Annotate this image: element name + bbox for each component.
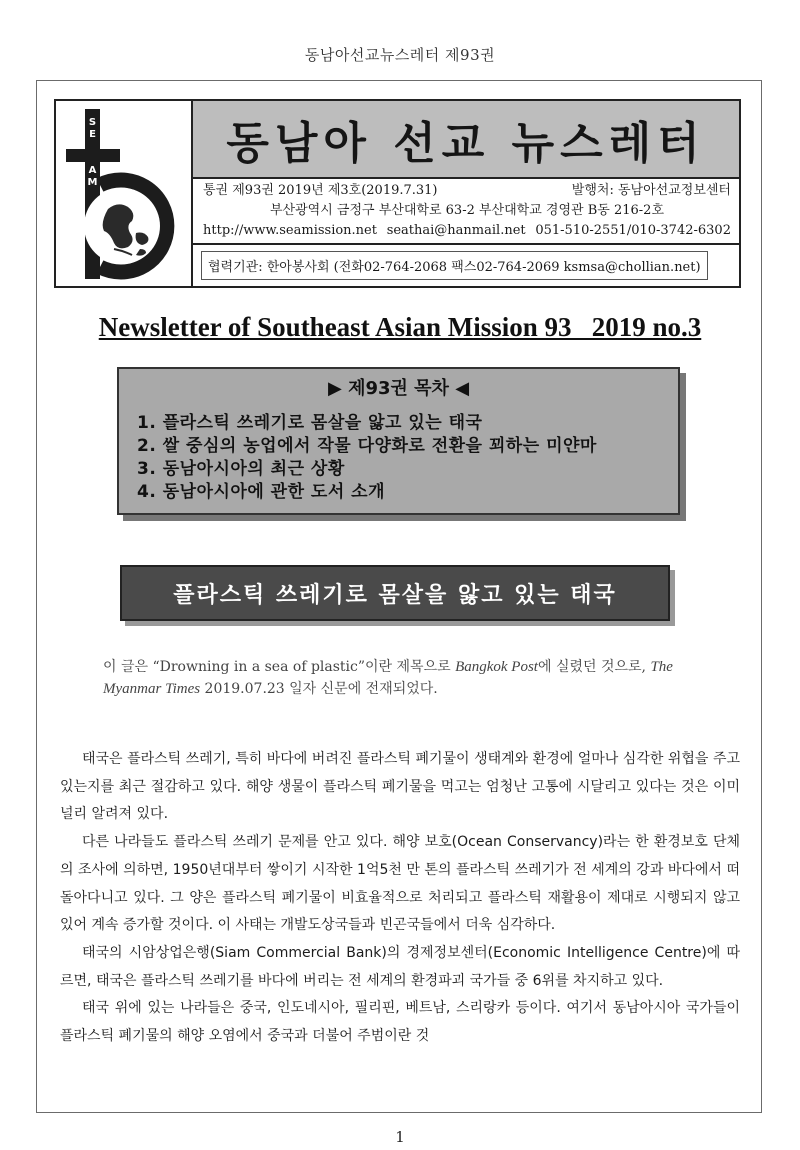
source-note-text: 2019.07.23 일자 신문에 전재되었다. [200, 681, 438, 697]
publisher-address: 부산광역시 금정구 부산대학로 63-2 부산대학교 경영관 B동 216-2호 [270, 203, 664, 218]
masthead [54, 99, 741, 288]
email-link[interactable]: seathai@hanmail.net [386, 223, 526, 238]
logo-letter: A [88, 165, 97, 176]
source-note [103, 656, 723, 700]
website-link[interactable]: http://www.seamission.net [203, 223, 377, 238]
page-number: 1 [395, 1128, 405, 1146]
newsletter-title-box [191, 101, 739, 179]
toc-item[interactable]: 4. 동남아시아에 관한 도서 소개 [137, 482, 386, 502]
phone-number: 051-510-2551/010-3742-6302 [535, 223, 731, 238]
source-publication: Bangkok Post [455, 659, 538, 675]
body-paragraph: 태국 위에 있는 나라들은 중국, 인도네시아, 필리핀, 베트남, 스리랑카 등이다. 여기서 동남아시아 국가들이 플라스틱 폐기물의 해양 오염에서 중국과 더불어 주범이란 것 [60, 1000, 740, 1045]
table-of-contents [117, 367, 680, 515]
seam-logo [56, 101, 191, 286]
newsletter-title: 동남아 선교 뉴스레터 [226, 118, 706, 169]
body-paragraph: 태국의 시암상업은행(Siam Commercial Bank)의 경제정보센터(Economic Intelligence Centre)에 따르면, 태국은 플라스틱 쓰레기를 바다에 버리는 전 세계의 환경파괴 국가들 중 6위를 차지하고 있다. [60, 944, 740, 989]
source-note-text: 에 실렸던 것으로, [537, 659, 651, 675]
english-title: Newsletter of Southeast Asian Mission 93 2019 no.3 [98, 312, 702, 342]
toc-header: ▶ 제93권 목차 ◀ [327, 378, 470, 399]
toc-list [137, 412, 678, 504]
running-header: 동남아선교뉴스레터 제93권 [304, 46, 496, 64]
issue-info: 통권 제93권 2019년 제3호(2019.7.31) [203, 183, 438, 198]
body-paragraph: 다른 나라들도 플라스틱 쓰레기 문제를 안고 있다. 해양 보호(Ocean Conservancy)라는 한 환경보호 단체의 조사에 의하면, 1950년대부터 쌓이기 시작한 1억5천 만 톤의 플라스틱 쓰레기가 전 세계의 강과 바다에서 떠돌아다니고 있다. 그 양은 플라스틱 폐기물이 비효율적으로 처리되고 플라스틱 재활용이 제대로 시행되지 않고 있어 계속 증가할 것이다. 이 사태는 개발도상국들과 빈곤국들에서 더욱 심각하다. [60, 834, 740, 934]
cooperation-info: 협력기관: 한아봉사회 (전화02-764-2068 팩스02-764-2069 ksmsa@chollian.net) [201, 251, 708, 280]
publication-info [191, 179, 739, 245]
toc-item[interactable]: 1. 플라스틱 쓰레기로 몸살을 앓고 있는 태국 [137, 413, 483, 433]
publisher-info: 발행처: 동남아선교정보센터 [571, 183, 731, 198]
article-body [60, 746, 740, 1051]
toc-item[interactable]: 2. 쌀 중심의 농업에서 작물 다양화로 전환을 꾀하는 미얀마 [137, 436, 597, 456]
logo-letter: M [87, 177, 98, 188]
toc-item[interactable]: 3. 동남아시아의 최근 상황 [137, 459, 345, 479]
cooperation-row [191, 245, 739, 286]
body-paragraph: 태국은 플라스틱 쓰레기, 특히 바다에 버려진 플라스틱 폐기물이 생태계와 환경에 얼마나 심각한 위협을 주고 있는지를 최근 절감하고 있다. 해양 생물이 플라스틱 폐기물을 먹고는 엄청난 고통에 시달리고 있다는 것은 이미 널리 알려져 있다. [60, 751, 740, 823]
logo-letter: E [89, 129, 96, 140]
source-note-text: 이 글은 “Drowning in a sea of plastic”이란 제목으로 [103, 659, 456, 675]
logo-letter: S [88, 117, 97, 128]
article-title: 플라스틱 쓰레기로 몸살을 앓고 있는 태국 [120, 565, 670, 621]
source-publication: The Myanmar Times [103, 659, 673, 697]
